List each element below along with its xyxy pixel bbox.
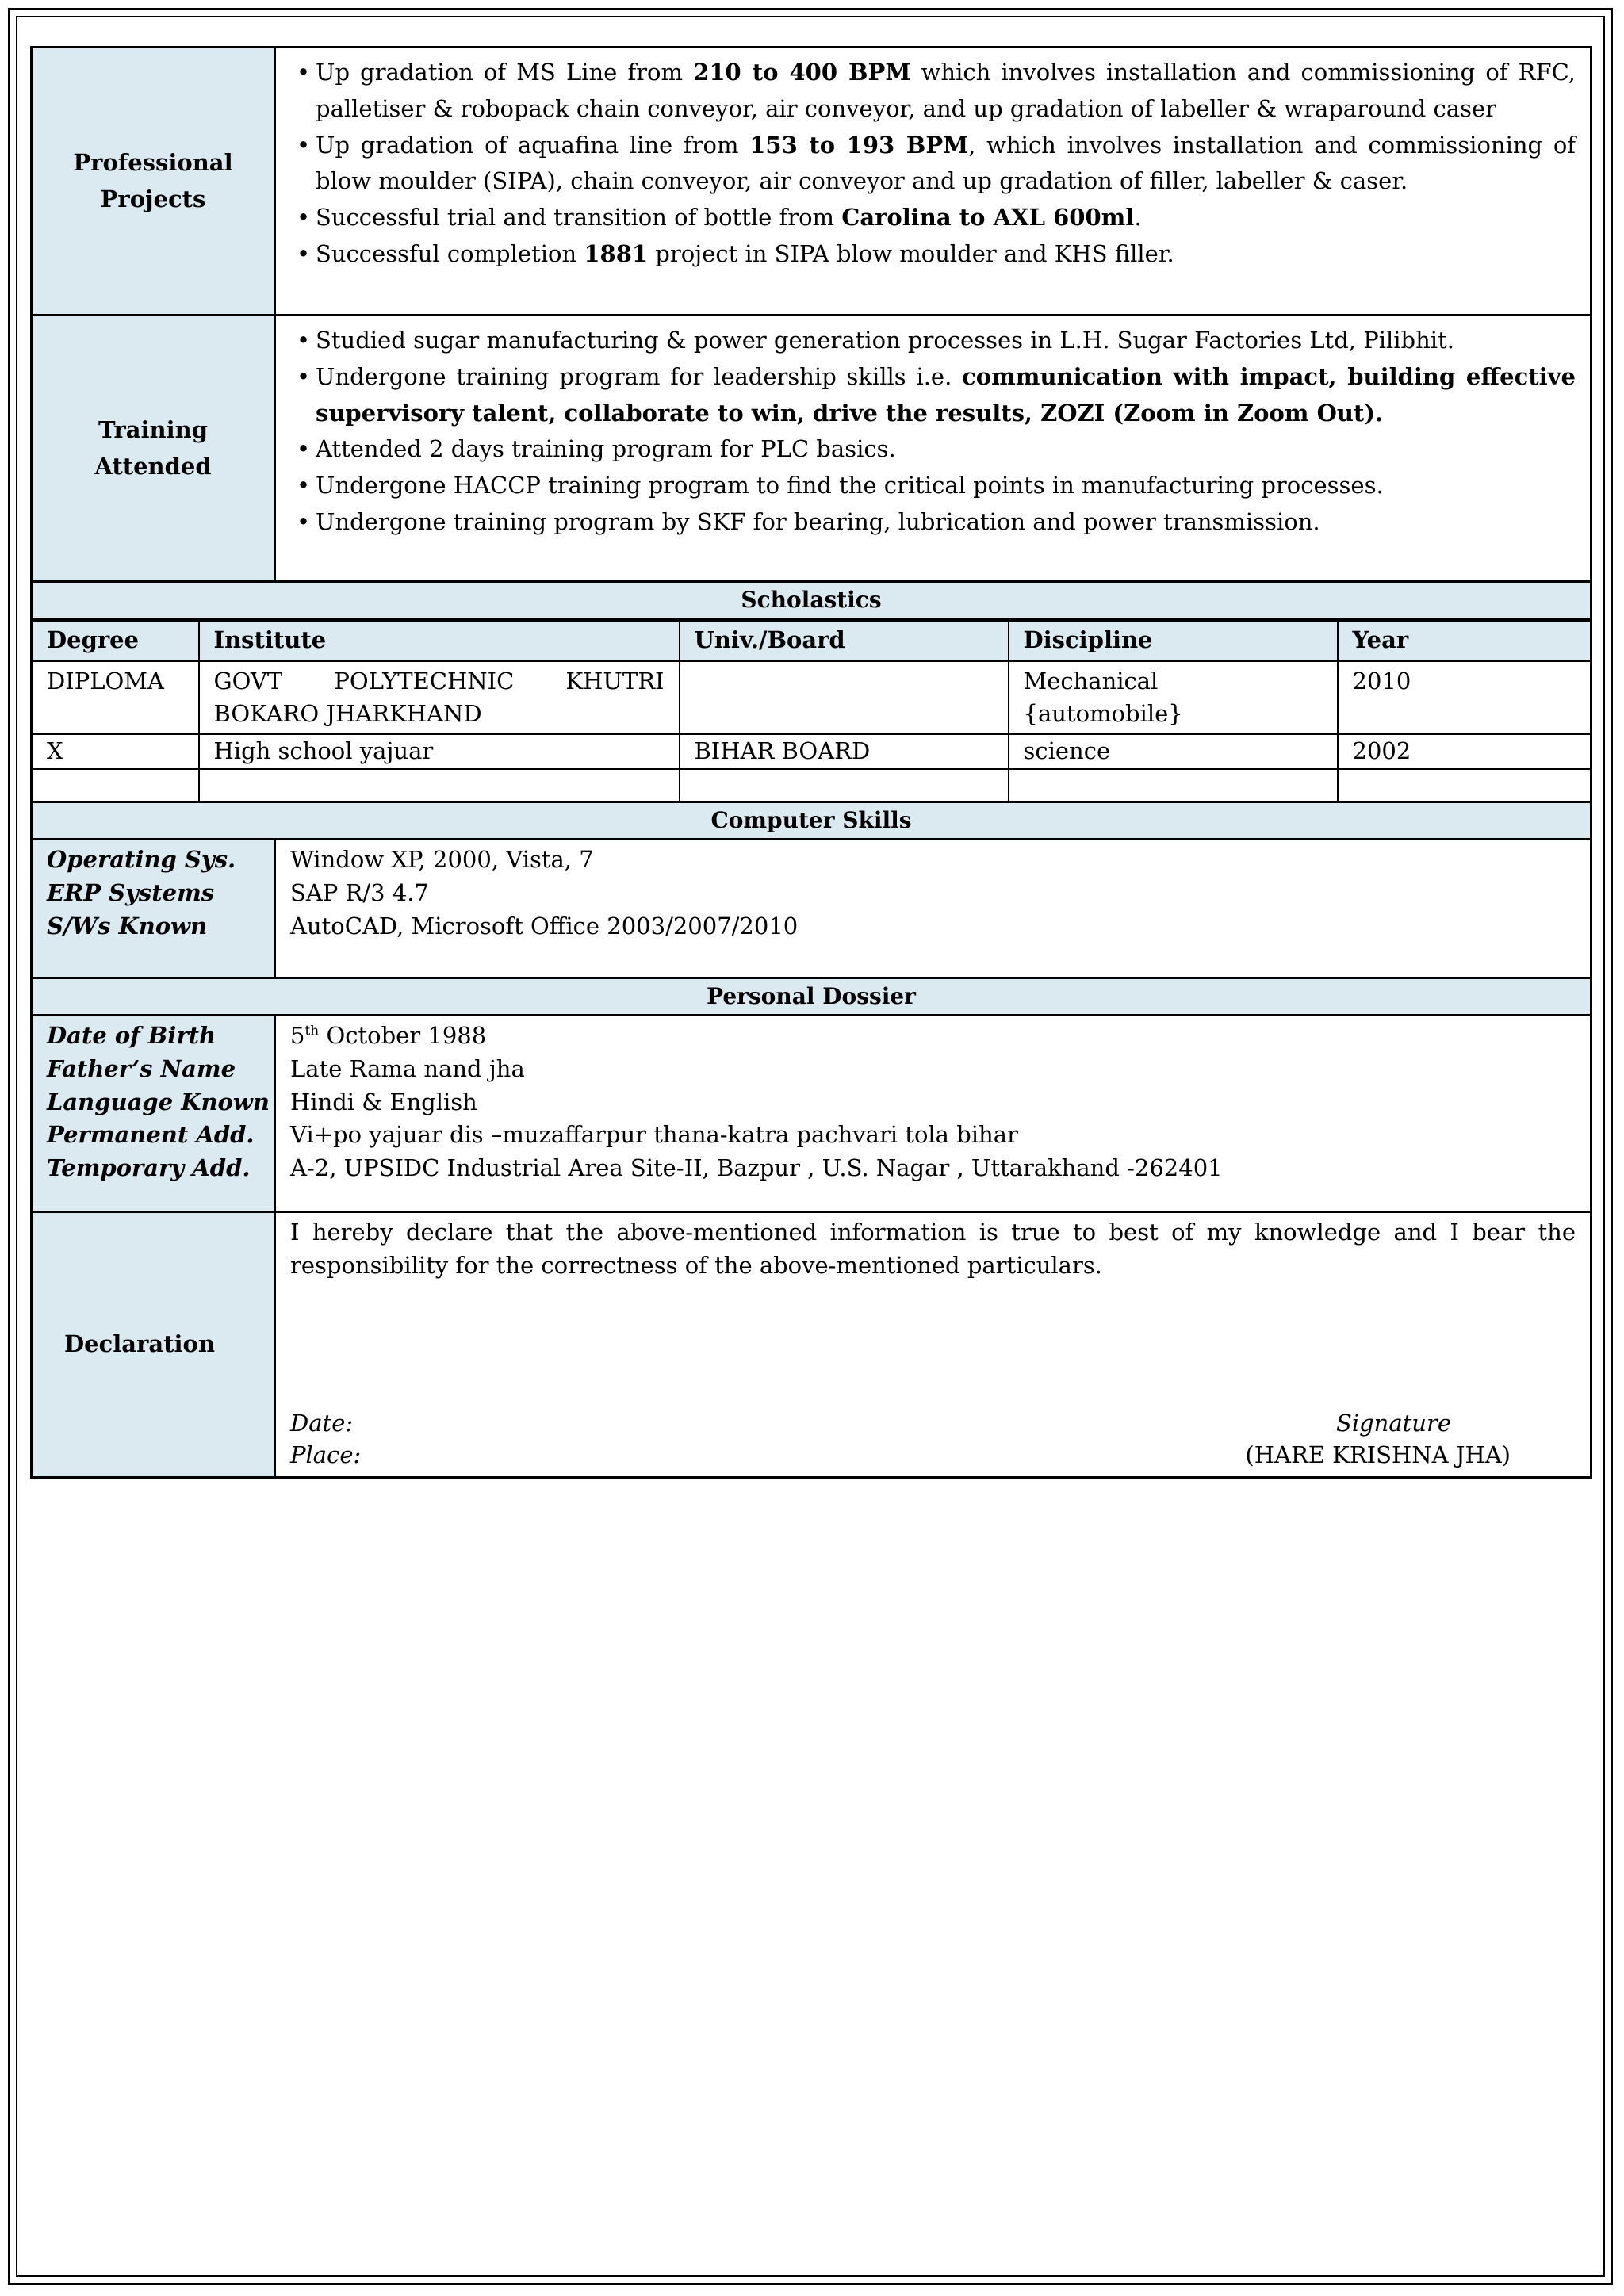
scholastics-heading: Scholastics: [30, 583, 1592, 620]
list-item: • Up gradation of MS Line from 210 to 400 BPM which involves installation and commissioning of RFC, palletiser & robopack chain conveyor, air conveyor, and up gradation of labeller & wraparound caser: [290, 55, 1576, 128]
professional-projects-label: [33, 48, 276, 314]
cell-board: [680, 661, 1009, 735]
list-item: • Up gradation of aquafina line from 153 to 193 BPM, which involves installation and commissioning of blow moulder (SIPA), chain conveyor, air conveyor and up gradation of filler, labeller & caser.: [290, 128, 1576, 201]
cell-year: 2002: [1338, 734, 1591, 768]
value-erp-systems: SAP R/3 4.7: [290, 878, 429, 906]
header-year: Year: [1338, 621, 1591, 661]
personal-dossier-section: [30, 1016, 1592, 1213]
declaration-label: Declaration: [33, 1213, 276, 1476]
declaration-body: [276, 1213, 1590, 1476]
key-temporary-address: Temporary Add.: [47, 1154, 251, 1182]
signature-label: Signature: [1335, 1409, 1451, 1437]
list-item: • Studied sugar manufacturing & power generation processes in L.H. Sugar Factories Ltd, Pilibhit.: [290, 323, 1576, 359]
place-label: Place:: [290, 1441, 362, 1469]
list-item: • Undergone training program for leadership skills i.e. communication with impact, building effective supervisory talent, collaborate to win, drive the results, ZOZI (Zoom in Zoom Out).: [290, 359, 1576, 432]
table-row-empty: [32, 769, 1591, 802]
cell-degree: DIPLOMA: [32, 661, 199, 735]
key-language: Language Known: [47, 1088, 270, 1115]
declaration-text: I hereby declare that the above-mentioned information is true to best of my knowledge and I bear the responsibility for the correctness of the above-mentioned particulars.: [290, 1219, 1576, 1279]
list-item: • Undergone HACCP training program to find the critical points in manufacturing processes.: [290, 468, 1576, 504]
date-label: Date:: [290, 1409, 354, 1437]
label-line: Projects: [100, 185, 206, 212]
list-item: • Undergone training program by SKF for bearing, lubrication and power transmission.: [290, 504, 1576, 541]
header-degree: Degree: [32, 621, 199, 661]
label-line: Professional: [73, 148, 233, 176]
cell-discipline: science: [1009, 734, 1338, 768]
header-board: Univ./Board: [680, 621, 1009, 661]
training-label: Training Attended: [33, 316, 276, 580]
training-section: [30, 316, 1592, 583]
list-item: • Successful trial and transition of bottle from Carolina to AXL 600ml.: [290, 200, 1576, 236]
computer-skills-section: [30, 840, 1592, 979]
resume-page: [30, 46, 1592, 1479]
personal-keys: [33, 1016, 276, 1211]
computer-skills-values: [276, 840, 1590, 977]
table-header-row: [32, 621, 1591, 661]
value-permanent-address: Vi+po yajuar dis –muzaffarpur thana-katra pachvari tola bihar: [290, 1121, 1018, 1149]
key-erp-systems: ERP Systems: [47, 878, 215, 906]
key-dob: Date of Birth: [47, 1022, 216, 1050]
key-permanent-address: Permanent Add.: [47, 1121, 255, 1149]
training-body: [276, 316, 1590, 580]
header-discipline: Discipline: [1009, 621, 1338, 661]
cell-board: BIHAR BOARD: [680, 734, 1009, 768]
personal-values: [276, 1016, 1590, 1211]
training-list: [290, 323, 1576, 541]
personal-dossier-heading: Personal Dossier: [30, 979, 1592, 1016]
header-institute: Institute: [199, 621, 680, 661]
computer-skills-keys: [33, 840, 276, 977]
signatory-name: (HARE KRISHNA JHA): [1245, 1441, 1511, 1469]
cell-degree: X: [32, 734, 199, 768]
professional-projects-body: [276, 48, 1590, 314]
cell-year: 2010: [1338, 661, 1591, 735]
value-operating-sys: Window XP, 2000, Vista, 7: [290, 846, 594, 874]
declaration-section: [30, 1213, 1592, 1479]
projects-list: [290, 55, 1576, 273]
cell-institute: High school yajuar: [199, 734, 680, 768]
key-operating-sys: Operating Sys.: [47, 846, 236, 874]
value-temporary-address: A-2, UPSIDC Industrial Area Site-II, Bazpur , U.S. Nagar , Uttarakhand -262401: [290, 1154, 1223, 1182]
cell-discipline: Mechanical {automobile}: [1009, 661, 1338, 735]
list-item: • Attended 2 days training program for PLC basics.: [290, 431, 1576, 468]
cell-institute: GOVT POLYTECHNIC KHUTRI BOKARO JHARKHAND: [199, 661, 680, 735]
table-row: [32, 661, 1591, 735]
scholastics-table: [30, 620, 1592, 803]
value-software-known: AutoCAD, Microsoft Office 2003/2007/2010: [290, 912, 799, 939]
table-row: [32, 734, 1591, 768]
value-dob: 5th October 1988: [290, 1022, 487, 1050]
computer-skills-heading: Computer Skills: [30, 803, 1592, 840]
value-language: Hindi & English: [290, 1088, 477, 1115]
key-father-name: Father’s Name: [47, 1054, 236, 1082]
list-item: • Successful completion 1881 project in SIPA blow moulder and KHS filler.: [290, 236, 1576, 273]
key-software-known: S/Ws Known: [47, 912, 208, 939]
value-father-name: Late Rama nand jha: [290, 1054, 525, 1082]
professional-projects-section: [30, 46, 1592, 316]
